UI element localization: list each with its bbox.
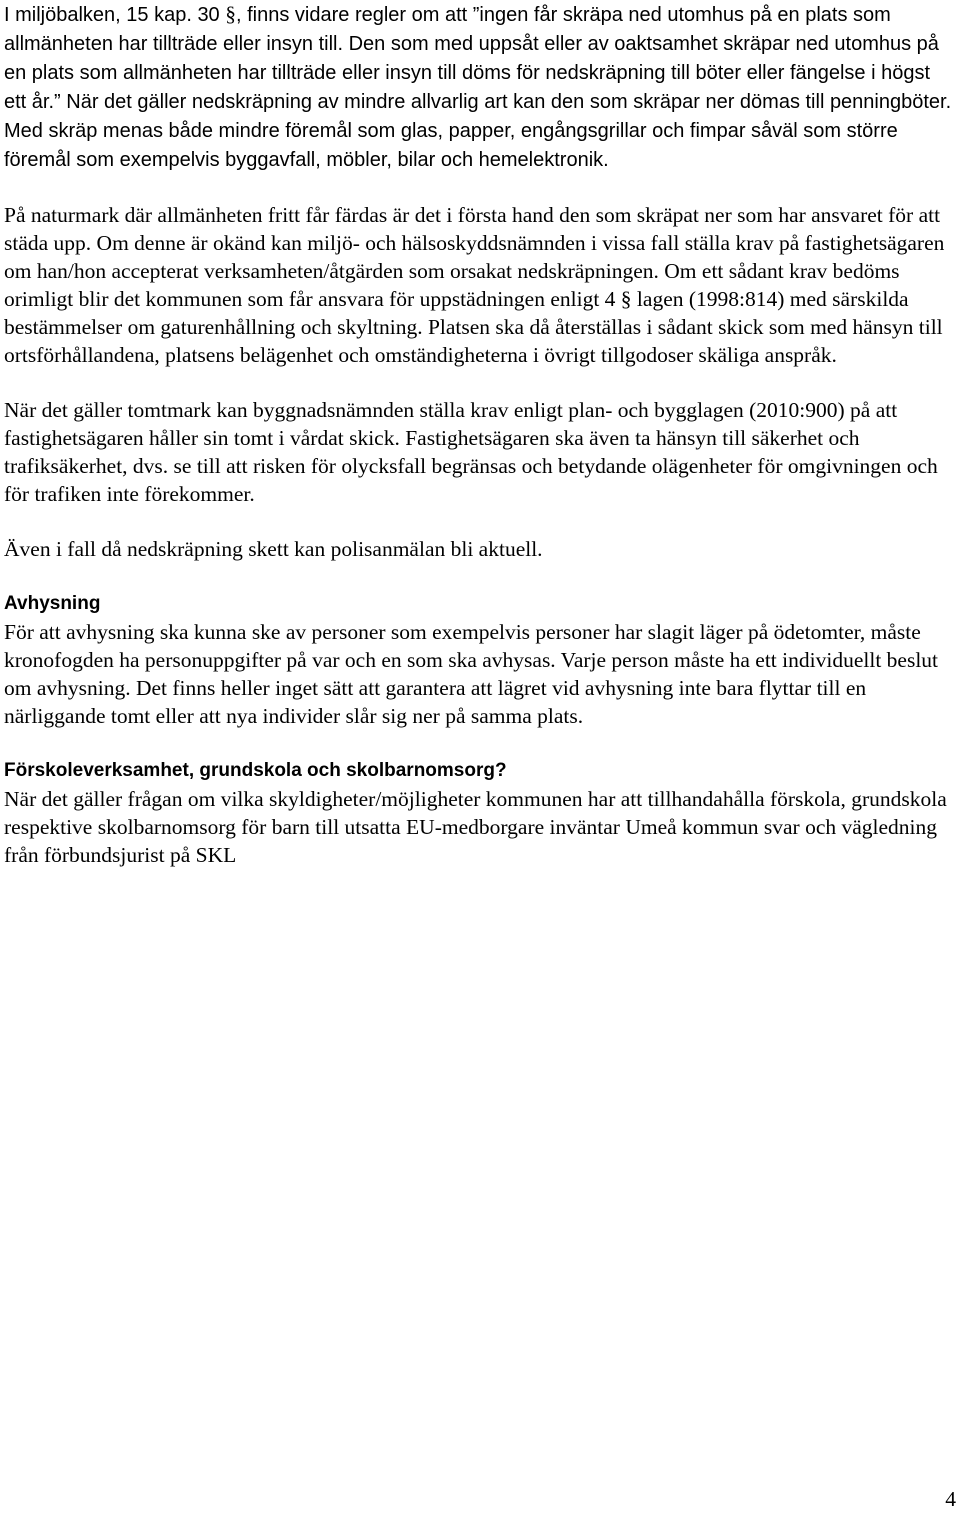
page-number: 4 (945, 1487, 956, 1511)
paragraph-nedskrapning (4, 0, 956, 174)
text-run: I miljöbalken, 15 kap. 30 (4, 4, 226, 26)
section-body: För att avhysning ska kunna ske av personer som exempelvis personer har slagit läger på ödetomter, måste kronofogden ha personuppgifter på var och en som ska avhysas. Varje person måste ha ett individuellt beslut om avhysning. Det finns heller inget sätt att garantera att lägret vid avhysning inte bara flyttar till en närliggande tomt eller att nya individer slår sig ner på samma plats. (4, 620, 939, 728)
section-forskoleverksamhet (4, 757, 956, 869)
section-heading: Avhysning (4, 593, 101, 614)
section-sign: § (225, 2, 236, 26)
document-page (4, 0, 956, 869)
paragraph-polisanmalan: Även i fall då nedskräpning skett kan polisanmälan bli aktuell. (4, 537, 543, 561)
section-avhysning (4, 590, 956, 730)
section-heading: Förskoleverksamhet, grundskola och skolbarnomsorg? (4, 760, 507, 781)
paragraph-naturmark: På naturmark där allmänheten fritt får färdas är det i första hand den som skräpat ner som har ansvaret för att städa upp. Om denne är okänd kan miljö- och hälsoskyddsnämnden i vissa fall ställa krav på fastighetsägaren om han/hon accepterat verksamheten/åtgärden som orsakat nedskräpningen. Om ett sådant krav bedöms orimligt blir det kommunen som får ansvara för uppstädningen enligt 4 § lagen (1998:814) med särskilda bestämmelser om gaturenhållning och skyltning. Platsen ska då återställas i sådant skick som med hänsyn till ortsförhållandena, platsens belägenhet och omständigheterna i övrigt tillgodoser skäliga anspråk. (4, 203, 945, 367)
text-run: , finns vidare regler om att ”ingen får skräpa ned utomhus på en plats som allmänheten har tillträde eller insyn till. Den som med uppsåt eller av oaktsamhet skräpar ned utomhus på en plats som allmänheten har tillträde eller insyn till döms för nedskräpning till böter eller fängelse i högst ett år.” När det gäller nedskräpning av mindre allvarlig art kan den som skräpar ner dömas till penningböter. Med skräp menas både mindre föremål som glas, papper, engångsgrillar och fimpar såväl som större föremål som exempelvis byggavfall, möbler, bilar och hemelektronik. (4, 4, 952, 171)
paragraph-tomtmark: När det gäller tomtmark kan byggnadsnämnden ställa krav enligt plan- och bygglagen (2010:900) på att fastighetsägaren håller sin tomt i vårdat skick. Fastighetsägaren ska även ta hänsyn till säkerhet och trafiksäkerhet, dvs. se till att risken för olycksfall begränsas och betydande olägenheter för omgivningen och för trafiken inte förekommer. (4, 398, 938, 506)
section-body: När det gäller frågan om vilka skyldigheter/möjligheter kommunen har att tillhandahålla förskola, grundskola respektive skolbarnomsorg för barn till utsatta EU-medborgare inväntar Umeå kommun svar och vägledning från förbundsjurist på SKL (4, 787, 947, 867)
